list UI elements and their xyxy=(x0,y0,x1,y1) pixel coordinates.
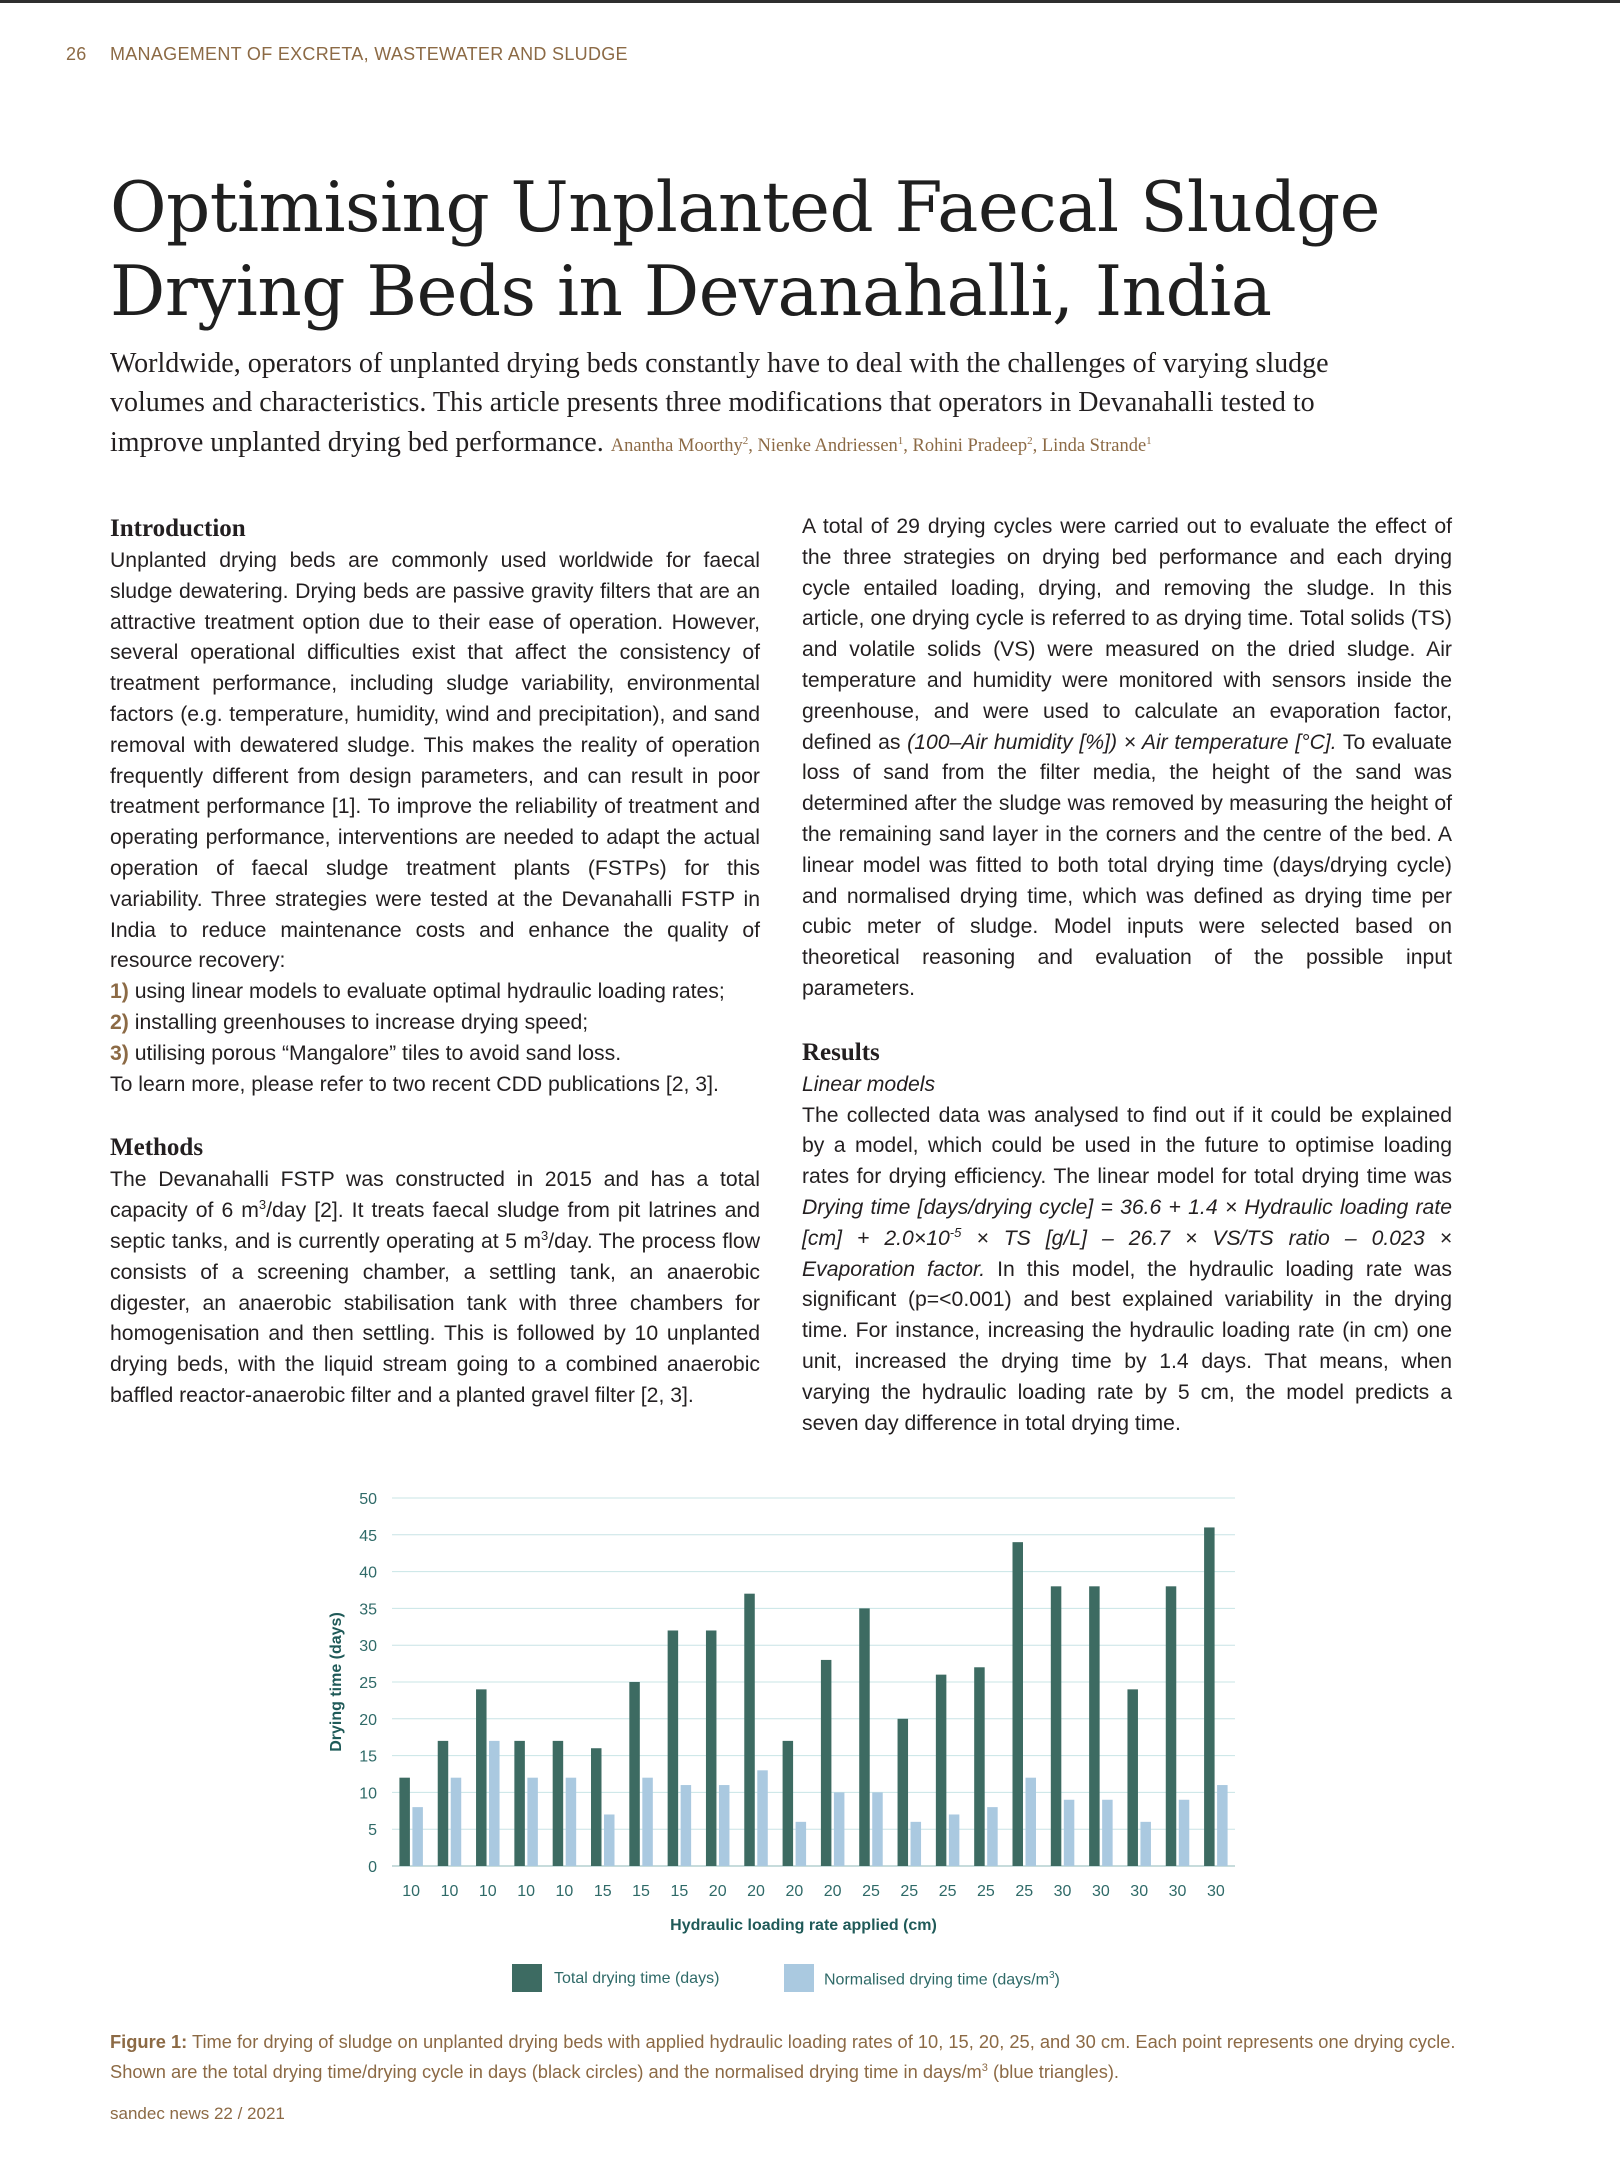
legend-swatch-normalised xyxy=(784,1964,814,1992)
bar-normalised-drying-time xyxy=(1026,1778,1037,1866)
author: Nienke Andriessen xyxy=(757,436,898,457)
methods-continued-paragraph: A total of 29 drying cycles were carried out to evaluate the effect of the three strategies on drying bed performance and each drying cycle entailed loading, drying, and removing the sludge. In this article, one drying cycle is referred to as drying time. Total solids (TS) and volatile solids (VS) were measured on the dried sludge. Air temperature and humidity were monitored with sensors inside the greenhouse, and were used to calculate an evaporation factor, defined as (100–Air humidity [%]) × Air temperature [°C]. To evaluate loss of sand from the filter media, the height of the sand was determined after the sludge was removed by measuring the height of the remaining sand layer in the corners and the centre of the bed. A linear model was fitted to both total drying time (days/drying cycle) and normalised drying time, which was defined as drying time per cubic meter of sludge. Model inputs were selected based on theoretical reasoning and evaluation of the possible input parameters. xyxy=(802,515,1453,1000)
y-tick-label: 15 xyxy=(359,1748,377,1766)
bar-normalised-drying-time xyxy=(566,1778,577,1866)
page-footer: sandec news 22 / 2021 xyxy=(110,2104,285,2123)
bar-total-drying-time xyxy=(553,1741,564,1866)
x-tick-label: 25 xyxy=(900,1883,919,1900)
x-tick-label: 25 xyxy=(938,1883,957,1900)
legend-label-total: Total drying time (days) xyxy=(554,1970,720,1987)
x-tick-label: 25 xyxy=(1015,1883,1034,1900)
y-tick-label: 50 xyxy=(359,1491,377,1508)
x-tick-label: 30 xyxy=(1206,1883,1225,1900)
bar-normalised-drying-time xyxy=(489,1741,500,1866)
bar-total-drying-time xyxy=(821,1660,832,1866)
author: Linda Strande xyxy=(1041,436,1147,457)
bar-normalised-drying-time xyxy=(1217,1785,1228,1866)
y-tick-label: 10 xyxy=(359,1785,377,1803)
bar-total-drying-time xyxy=(974,1667,985,1866)
x-tick-label: 20 xyxy=(823,1883,842,1900)
y-tick-label: 35 xyxy=(359,1601,377,1619)
bar-normalised-drying-time xyxy=(1140,1822,1151,1866)
bar-normalised-drying-time xyxy=(1179,1800,1190,1866)
bar-total-drying-time xyxy=(438,1741,449,1866)
bar-total-drying-time xyxy=(629,1682,640,1866)
bar-total-drying-time xyxy=(936,1675,947,1866)
x-tick-label: 10 xyxy=(517,1883,536,1900)
strategy-item: 1) using linear models to evaluate optimal hydraulic loading rates; xyxy=(110,980,725,1004)
bar-normalised-drying-time xyxy=(949,1814,960,1866)
bar-total-drying-time xyxy=(898,1719,909,1866)
x-axis-label: Hydraulic loading rate applied (cm) xyxy=(670,1917,937,1934)
bar-normalised-drying-time xyxy=(1102,1800,1113,1866)
y-tick-label: 20 xyxy=(359,1711,377,1729)
chart-svg xyxy=(300,1474,1260,1954)
x-tick-label: 15 xyxy=(593,1883,612,1900)
x-tick-label: 15 xyxy=(670,1883,689,1900)
bar-total-drying-time xyxy=(1013,1542,1024,1866)
title-line-2: Drying Beds in Devanahalli, India xyxy=(110,252,1272,332)
bar-total-drying-time xyxy=(1127,1689,1138,1866)
y-axis-label: Drying time (days) xyxy=(328,1612,345,1752)
strategy-item: 2) installing greenhouses to increase drying speed; xyxy=(110,1010,589,1034)
bar-total-drying-time xyxy=(591,1748,602,1866)
bar-normalised-drying-time xyxy=(987,1807,998,1866)
bar-normalised-drying-time xyxy=(757,1770,768,1866)
introduction-heading: Introduction xyxy=(110,515,246,542)
introduction-closing: To learn more, please refer to two recent CDD publications [2, 3]. xyxy=(110,1072,719,1096)
x-tick-label: 20 xyxy=(785,1883,804,1900)
x-tick-label: 15 xyxy=(632,1883,650,1900)
x-tick-label: 30 xyxy=(1091,1883,1110,1900)
bar-total-drying-time xyxy=(1204,1527,1215,1866)
introduction-paragraph: Unplanted drying beds are commonly used worldwide for faecal sludge dewatering. Drying beds are passive gravity filters that are an attractive treatment option due to their ease of operation. However, several operational difficulties exist that affect the consistency of treatment performance, including sludge variability, environmental factors (e.g. temperature, humidity, wind and precipitation), and sand removal with dewatered sludge. This makes the reality of operation frequently different from design parameters, and can result in poor treatment performance [1]. To improve the reliability of treatment and operating performance, interventions are needed to adapt the actual operation of faecal sludge treatment plants (FSTPs) for this variability. Three strategies were tested at the Devanahalli FSTP in India to reduce maintenance costs and enhance the quality of resource recovery: xyxy=(110,549,760,973)
bar-total-drying-time xyxy=(399,1778,410,1866)
bar-normalised-drying-time xyxy=(796,1822,807,1866)
figure-label: Figure 1: xyxy=(110,2031,188,2052)
figure-caption: Figure 1: Time for drying of sludge on unplanted drying beds with applied hydraulic loading rates of 10, 15, 20, 25, and 30 cm. Each point represents one drying cycle. Shown are the total drying time/drying cycle in days (black circles) and the normalised drying time in days/$m^3$ (blue triangles). xyxy=(110,2031,1456,2083)
results-subheading: Linear models xyxy=(802,1072,936,1096)
x-tick-label: 20 xyxy=(708,1883,727,1900)
bar-normalised-drying-time xyxy=(834,1792,845,1866)
bar-total-drying-time xyxy=(783,1741,794,1866)
right-column xyxy=(802,512,1452,1439)
results-paragraph: The collected data was analysed to find out if it could be explained by a model, which could be used in the future to optimise loading rates for drying efficiency. The linear model for total drying time was Drying time [days/drying cycle] = 36.6 + 1.4 × Hydraulic loading rate $[cm] + 2.0\times 10^{-5}$ × TS [g/L] – 26.7 × VS/TS ratio – 0.023 × Evaporation factor. In this model, the hydraulic loading rate was significant (p=<0.001) and best explained variability in the drying time. For instance, increasing the hydraulic loading rate (in cm) one unit, increased the drying time by 1.4 days. That means, when varying the hydraulic loading rate by 5 cm, the model predicts a seven day difference in total drying time. xyxy=(802,1103,1452,1435)
lead-text: Worldwide, operators of unplanted drying beds constantly have to deal with the challenges of varying sludge volumes and characteristics. This article presents three modifications that operators in Devanahalli tested to improve unplanted drying bed performance. xyxy=(110,348,1329,459)
bar-total-drying-time xyxy=(1089,1586,1100,1866)
x-tick-label: 30 xyxy=(1168,1883,1187,1900)
bar-normalised-drying-time xyxy=(719,1785,730,1866)
author-list: Anantha Moorthy$^2$, Nienke Andriessen$^1$, Rohini Pradeep$^2$, Linda Strande$^1$ xyxy=(610,435,1152,457)
page-number: 26 xyxy=(66,44,87,64)
top-border xyxy=(0,0,1620,3)
bar-total-drying-time xyxy=(1051,1586,1062,1866)
y-tick-label: 5 xyxy=(368,1822,377,1840)
methods-paragraph: The Devanahalli FSTP was constructed in 2015 and has a total capacity of 6 $m^3$/day [2]. It treats faecal sludge from pit latrines and septic tanks, and is currently operating at 5 $m^3$/day. The process flow consists of a screening chamber, a settling tank, an anaerobic digester, an anaerobic stabilisation tank with three chambers for homogenisation and then settling. This is followed by 10 unplanted drying beds, with the liquid stream going to a combined anaerobic baffled reactor-anaerobic filter and a planted gravel filter [2, 3]. xyxy=(110,1168,760,1407)
y-tick-label: 40 xyxy=(359,1564,377,1582)
bar-normalised-drying-time xyxy=(1064,1800,1075,1866)
y-tick-label: 25 xyxy=(359,1675,377,1692)
running-header xyxy=(66,44,628,65)
x-tick-label: 30 xyxy=(1053,1883,1072,1900)
strategy-item: 3) utilising porous “Mangalore” tiles to avoid sand loss. xyxy=(110,1041,622,1065)
linear-model-formula: Drying time [days/drying cycle] = 36.6 + 1.4 × Hydraulic loading rate $[cm] + 2.0\times 10^{-5}$ × TS [g/L] – 26.7 × VS/TS ratio – 0.023 × Evaporation factor. xyxy=(802,1195,1452,1281)
bar-normalised-drying-time xyxy=(681,1785,692,1866)
article-lead xyxy=(110,344,1410,466)
bar-normalised-drying-time xyxy=(412,1807,423,1866)
section-title: MANAGEMENT OF EXCRETA, WASTEWATER AND SLUDGE xyxy=(109,44,628,64)
y-tick-label: 45 xyxy=(359,1527,377,1545)
bar-normalised-drying-time xyxy=(604,1814,615,1866)
bar-total-drying-time xyxy=(744,1594,755,1866)
bar-total-drying-time xyxy=(476,1689,487,1866)
results-heading: Results xyxy=(802,1038,880,1066)
x-tick-label: 10 xyxy=(402,1883,421,1900)
title-line-1: Optimising Unplanted Faecal Sludge xyxy=(110,168,1381,248)
methods-heading: Methods xyxy=(110,1134,204,1162)
legend-swatch-total xyxy=(512,1964,542,1992)
y-tick-label: 0 xyxy=(368,1859,377,1876)
bar-total-drying-time xyxy=(668,1630,679,1866)
left-column xyxy=(110,512,760,1412)
author: Rohini Pradeep xyxy=(912,436,1028,457)
x-tick-label: 25 xyxy=(862,1883,880,1900)
x-tick-label: 20 xyxy=(747,1883,765,1900)
bar-normalised-drying-time xyxy=(527,1778,538,1866)
x-tick-label: 10 xyxy=(478,1883,497,1900)
bar-total-drying-time xyxy=(859,1608,870,1866)
drying-time-chart xyxy=(300,1474,1260,2014)
x-tick-label: 25 xyxy=(977,1883,995,1900)
bar-total-drying-time xyxy=(514,1741,525,1866)
x-tick-label: 10 xyxy=(555,1883,574,1900)
x-tick-label: 10 xyxy=(440,1883,459,1900)
bar-normalised-drying-time xyxy=(872,1792,883,1866)
article-title xyxy=(110,166,1510,334)
y-tick-label: 30 xyxy=(359,1638,377,1656)
legend-label-normalised: Normalised drying time $(days/m^3)$ xyxy=(824,1970,1060,1989)
bar-total-drying-time xyxy=(706,1630,717,1866)
x-tick-label: 30 xyxy=(1130,1883,1149,1900)
bar-total-drying-time xyxy=(1166,1586,1177,1866)
bar-normalised-drying-time xyxy=(642,1778,653,1866)
bar-normalised-drying-time xyxy=(911,1822,922,1866)
author: Anantha Moorthy xyxy=(610,436,743,457)
bar-normalised-drying-time xyxy=(451,1778,462,1866)
